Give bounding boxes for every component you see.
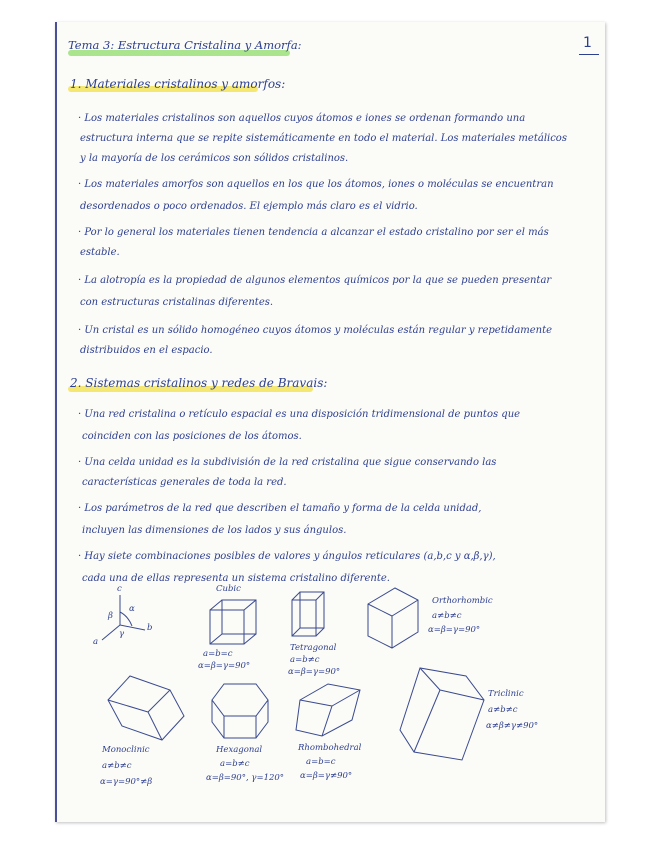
axis-alpha-label: α: [129, 604, 135, 614]
section-2-line: cada una de ellas representa un sistema cristalino diferente.: [82, 573, 390, 584]
system-condition: a≠b≠c: [488, 705, 518, 715]
section-2-line: · Hay siete combinaciones posibles de valores y ángulos reticulares (a,b,c y α,β,γ),: [78, 551, 496, 562]
section-2-line: características generales de toda la red.: [82, 477, 287, 488]
section-1-line: · La alotropía es la propiedad de algunos elementos químicos por la que se pueden presentar: [78, 275, 552, 286]
section-1-heading: 1. Materiales cristalinos y amorfos:: [70, 77, 286, 91]
section-1-line: estable.: [80, 247, 120, 258]
tetragonal-cell: [292, 592, 324, 636]
axis-a-label: a: [93, 637, 99, 647]
section-2-line: · Una celda unidad es la subdivisión de la red cristalina que sigue conservando las: [78, 457, 497, 468]
monoclinic-cell: [108, 676, 184, 740]
page-title: Tema 3: Estructura Cristalina y Amorfa:: [68, 38, 302, 52]
system-condition: α=γ=90°≠β: [100, 777, 153, 787]
system-condition: α=β=γ=90°: [198, 661, 251, 671]
system-condition: a=b=c: [306, 757, 336, 767]
system-name: Tetragonal: [290, 643, 337, 653]
axis-gamma-label: γ: [119, 629, 125, 639]
system-name: Rhombohedral: [298, 743, 362, 753]
cubic-cell: [210, 600, 256, 644]
hexagonal-cell: [212, 684, 268, 738]
system-condition: a≠b≠c: [102, 761, 132, 771]
section-1-line: · Los materiales cristalinos son aquellos cuyos átomos e iones se ordenan formando una: [78, 113, 526, 124]
section-1-line: distribuidos en el espacio.: [80, 345, 213, 356]
system-condition: a=b≠c: [290, 655, 320, 665]
system-condition: α=β=γ=90°: [288, 667, 341, 677]
system-name: Triclinic: [488, 689, 524, 699]
system-name: Hexagonal: [216, 745, 263, 755]
axis-c-label: c: [117, 584, 122, 594]
section-2-line: incluyen las dimensiones de los lados y sus ángulos.: [82, 525, 347, 536]
section-2-heading: 2. Sistemas cristalinos y redes de Bravais:: [70, 376, 328, 390]
page-number: 1: [583, 35, 592, 51]
rhombohedral-cell: [296, 684, 360, 736]
section-1-line: · Un cristal es un sólido homogéneo cuyos átomos y moléculas están regular y repetidamente: [78, 325, 553, 336]
axis-beta-label: β: [108, 611, 113, 621]
system-condition: α≠β≠γ≠90°: [486, 721, 539, 731]
section-1-line: estructura interna que se repite sistemáticamente en todo el material. Los materiales metálicos: [80, 133, 567, 144]
section-1-line: · Por lo general los materiales tienen tendencia a alcanzar el estado cristalino por ser el más: [78, 227, 549, 238]
section-1-line: y la mayoría de los cerámicos son sólidos cristalinos.: [80, 153, 349, 164]
section-2-line: · Los parámetros de la red que describen el tamaño y forma de la celda unidad,: [78, 503, 482, 514]
system-name: Monoclinic: [102, 745, 150, 755]
axis-b-label: b: [147, 623, 153, 633]
system-condition: α=β=γ≠90°: [300, 771, 353, 781]
system-condition: α=β=90°, γ=120°: [206, 773, 285, 783]
system-name: Orthorhombic: [432, 596, 493, 606]
system-condition: a=b=c: [203, 649, 233, 659]
orthorhombic-cell: [368, 588, 418, 648]
system-condition: α=β=γ=90°: [428, 625, 481, 635]
section-1-line: · Los materiales amorfos son aquellos en los que los átomos, iones o moléculas se encuentran: [78, 179, 554, 190]
section-1-line: con estructuras cristalinas diferentes.: [80, 297, 274, 308]
system-condition: a=b≠c: [220, 759, 250, 769]
section-2-line: · Una red cristalina o retículo espacial es una disposición tridimensional de puntos que: [78, 409, 521, 420]
triclinic-cell: [400, 668, 484, 760]
system-condition: a≠b≠c: [432, 611, 462, 621]
section-1-line: desordenados o poco ordenados. El ejemplo más claro es el vidrio.: [80, 201, 418, 212]
section-2-line: coinciden con las posiciones de los átomos.: [82, 431, 302, 442]
system-name: Cubic: [216, 584, 241, 594]
